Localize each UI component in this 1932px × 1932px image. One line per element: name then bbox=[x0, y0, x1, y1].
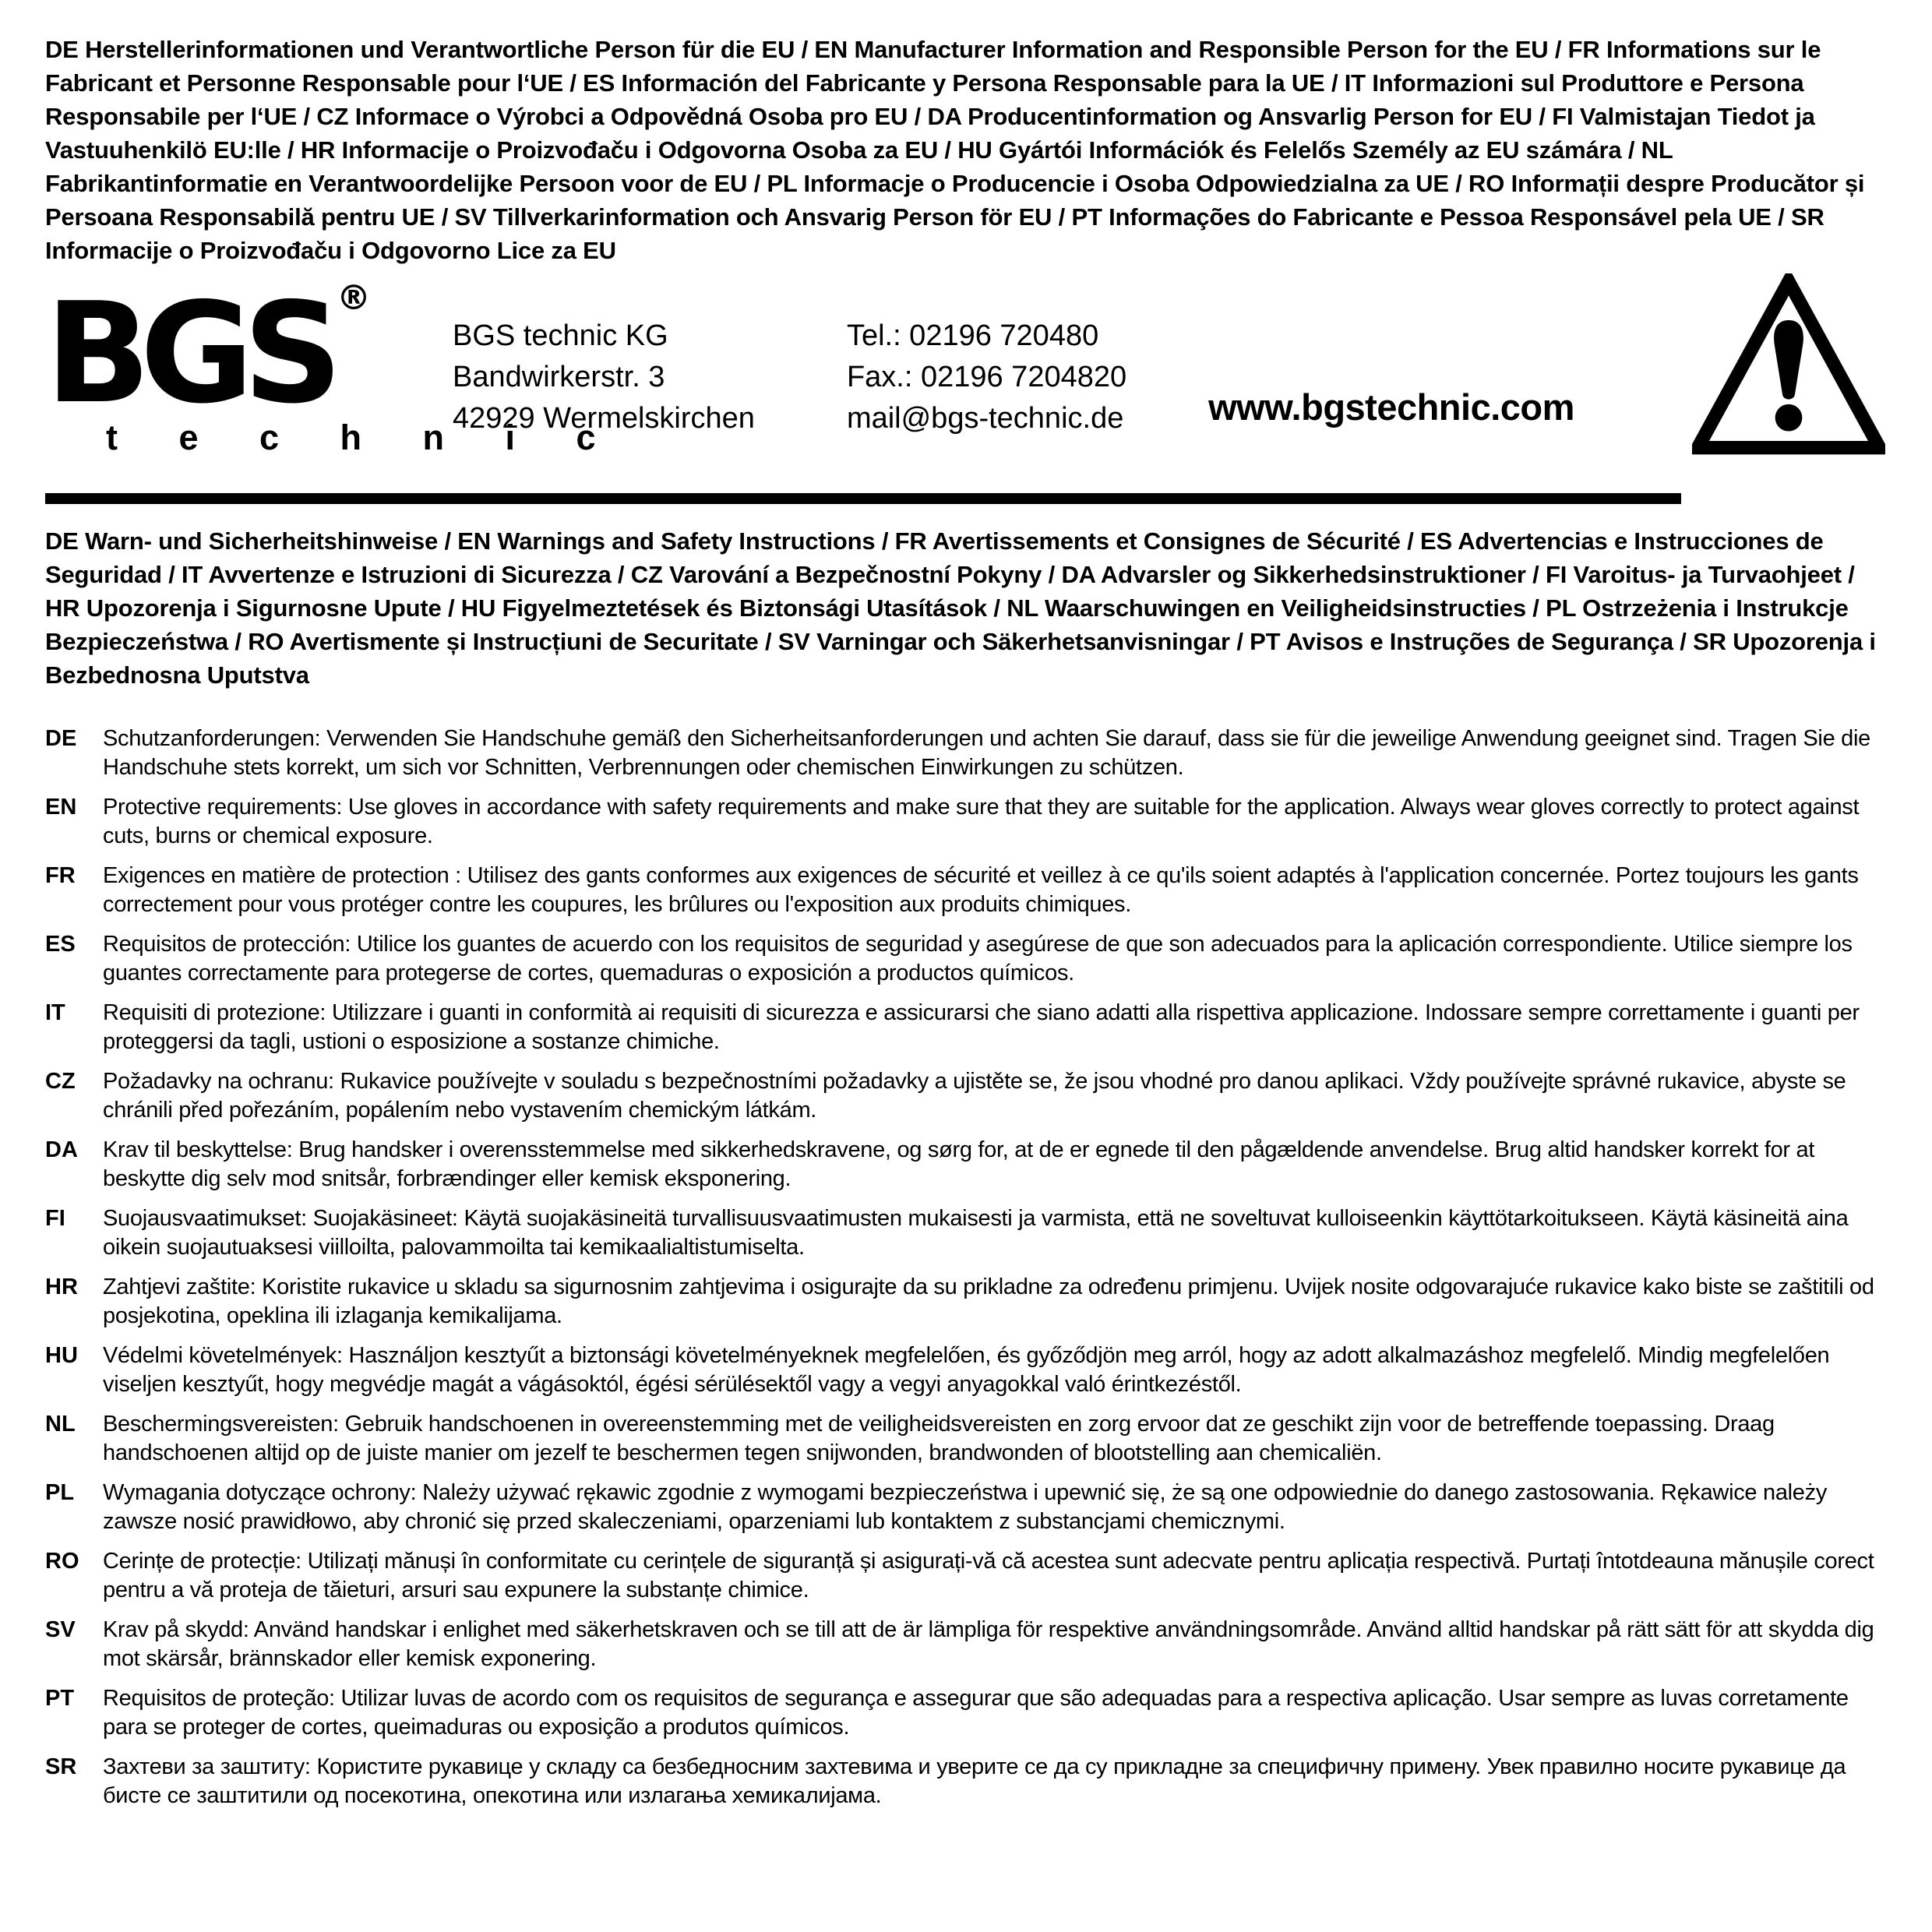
language-code: NL bbox=[45, 1412, 76, 1437]
language-code: PL bbox=[45, 1480, 75, 1505]
instruction-row bbox=[45, 724, 1887, 782]
instruction-text: Cerințe de protecție: Utilizați mănuși în conformitate cu cerințele de siguranță și asigurați-vă că acestea sunt adecvate pentru aplicația respectivă. Purtați întotdeauna mănușile corect pentru a vă proteja de tăieturi, arsuri sau expunere la substanțe chimice. bbox=[103, 1549, 1874, 1602]
language-code: DA bbox=[45, 1137, 78, 1162]
phone-number: Tel.: 02196 720480 bbox=[846, 319, 1099, 352]
instruction-row bbox=[45, 1204, 1887, 1262]
instruction-row bbox=[45, 1410, 1887, 1468]
company-contact bbox=[847, 316, 1126, 439]
instruction-text: Požadavky na ochranu: Rukavice používejte v souladu s bezpečnostními požadavky a ujistěte se, že jsou vhodné pro danou aplikaci. Vždy používejte správné rukavice, abyste se chránili před pořezáním, popálením nebo vystavením chemickým látkám. bbox=[103, 1069, 1846, 1123]
email-address: mail@bgs-technic.de bbox=[846, 402, 1124, 435]
language-code: CZ bbox=[45, 1069, 76, 1094]
instruction-text: Zahtjevi zaštite: Koristite rukavice u skladu sa sigurnosnim zahtjevima i osigurajte da su prikladne za određenu primjenu. Uvijek nosite odgovarajuće rukavice kako biste se zaštitili od posjekotina, opeklina ili izlaganja kemikalijama. bbox=[103, 1274, 1874, 1328]
instruction-row bbox=[45, 1479, 1887, 1536]
instruction-text: Krav til beskyttelse: Brug handsker i overensstemmelse med sikkerhedskravene, og sørg for, at de er egnede til den pågældende anvendelse. Brug altid handsker korrekt for at beskytte dig selv mod snitsår, forbrændinger eller kemisk eksponering. bbox=[103, 1137, 1815, 1191]
instruction-row bbox=[45, 1753, 1887, 1810]
instruction-text: Protective requirements: Use gloves in accordance with safety requirements and make sure that they are suitable for the application. Always wear gloves correctly to protect against cuts, burns or chemical exposure. bbox=[103, 795, 1860, 848]
company-band bbox=[45, 273, 1887, 476]
registered-trademark-icon: ® bbox=[336, 278, 371, 318]
instruction-row bbox=[45, 1341, 1887, 1399]
instruction-row bbox=[45, 1684, 1887, 1742]
language-code: IT bbox=[45, 1000, 65, 1025]
language-code: DE bbox=[45, 726, 77, 751]
instruction-text: Exigences en matière de protection : Utilisez des gants conformes aux exigences de sécurité et veillez à ce qu'ils soient adaptés à l'application concernée. Portez toujours les gants correctement pour vous protéger contre les coupures, les brûlures ou l'exposition aux produits chimiques. bbox=[103, 863, 1859, 917]
company-street: Bandwirkerstr. 3 bbox=[453, 361, 665, 393]
instruction-text: Requisiti di protezione: Utilizzare i guanti in conformità ai requisiti di sicurezza e assicurarsi che siano adatti alla rispettiva applicazione. Indossare sempre correttamente i guanti per proteggersi da tagli, ustioni o esposizione a sostanze chimiche. bbox=[103, 1000, 1860, 1054]
language-code: PT bbox=[45, 1686, 75, 1711]
divider-rule bbox=[45, 493, 1681, 504]
language-code: HU bbox=[45, 1343, 78, 1368]
instruction-text: Requisitos de proteção: Utilizar luvas de acordo com os requisitos de segurança e assegurar que são adequadas para a respectiva aplicação. Usar sempre as luvas corretamente para se proteger de cortes, queimaduras ou exposição a produtos químicos. bbox=[103, 1686, 1849, 1740]
fax-number: Fax.: 02196 7204820 bbox=[846, 361, 1127, 393]
instruction-text: Suojausvaatimukset: Suojakäsineet: Käytä suojakäsineitä turvallisuusvaatimusten mukaisesti ja varmista, että ne soveltuvat kulloiseenkin käyttötarkoitukseen. Käytä käsineitä aina oikein suojautuaksesi viilloilta, palovammoilta tai kemikaalialtistumiselta. bbox=[103, 1206, 1849, 1260]
language-code: EN bbox=[45, 795, 77, 820]
company-address bbox=[453, 316, 755, 439]
logo-wordmark bbox=[45, 273, 439, 434]
instruction-row bbox=[45, 1273, 1887, 1331]
warning-triangle-icon bbox=[1692, 273, 1885, 456]
company-city: 42929 Wermelskirchen bbox=[453, 402, 755, 435]
instruction-text: Krav på skydd: Använd handskar i enlighet med säkerhetskraven och se till att de är lämpliga för respektive användningsområde. Använd alltid handskar på rätt sätt för att skydda dig mot skärsår, brännskador eller kemisk exponering. bbox=[103, 1617, 1874, 1671]
instruction-text: Захтеви за заштиту: Користите рукавице у складу са безбедносним захтевима и уверите се да су прикладне за специфичну примену. Увек правилно носите рукавице да бисте се заштитили од посекотина, опекотина или излагања хемикалијама. bbox=[103, 1754, 1846, 1808]
language-code: SR bbox=[45, 1754, 77, 1779]
language-code: RO bbox=[45, 1549, 79, 1574]
instruction-row bbox=[45, 1547, 1887, 1605]
language-code: FI bbox=[45, 1206, 65, 1231]
language-code: FR bbox=[45, 863, 76, 888]
instruction-text: Beschermingsvereisten: Gebruik handschoenen in overeenstemming met de veiligheidsvereisten en zorg ervoor dat ze geschikt zijn voor de betreffende toepassing. Draag handschoenen altijd op de juiste manier om jezelf te beschermen tegen snijwonden, brandwonden of blootstelling aan chemicaliën. bbox=[103, 1412, 1775, 1465]
instruction-row bbox=[45, 1136, 1887, 1193]
language-code: HR bbox=[45, 1274, 78, 1299]
instruction-row bbox=[45, 1067, 1887, 1125]
instruction-text: Requisitos de protección: Utilice los guantes de acuerdo con los requisitos de seguridad y asegúrese de que son adecuados para la aplicación correspondiente. Utilice siempre los guantes correctamente para protegerse de cortes, quemaduras o exposición a productos químicos. bbox=[103, 932, 1853, 985]
instruction-text: Schutzanforderungen: Verwenden Sie Handschuhe gemäß den Sicherheitsanforderungen und achten Sie darauf, dass sie für die jeweilige Anwendung geeignet sind. Tragen Sie die Handschuhe stets korrekt, um sich vor Schnitten, Verbrennungen oder chemischen Einwirkungen zu schützen. bbox=[103, 726, 1870, 780]
instructions-list bbox=[45, 724, 1887, 1810]
instruction-row bbox=[45, 930, 1887, 988]
safety-header: DE Warn- und Sicherheitshinweise / EN Warnings and Safety Instructions / FR Avertissements et Consignes de Sécurité / ES Advertencias e Instrucciones de Seguridad / IT Avvertenze e Istruzioni di Sicurezza / CZ Varování a Bezpečnostní Pokyny / DA Advarsler og Sikkerhedsinstruktioner / FI Varoitus- ja Turvaohjeet / HR Upozorenja i Sigurnosne Upute / HU Figyelmeztetések és Biztonsági Utasítások / NL Waarschuwingen en Veiligheidsinstructies / PL Ostrzeżenia i Instrukcje Bezpieczeństwa / RO Avertismente și Instrucțiuni de Securitate / SV Varningar och Säkerhetsanvisningar / PT Avisos e Instruções de Segurança / SR Upozorenja i Bezbednosna Uputstva bbox=[45, 527, 1876, 689]
instruction-row bbox=[45, 1616, 1887, 1673]
instruction-row bbox=[45, 999, 1887, 1056]
instruction-text: Wymagania dotyczące ochrony: Należy używać rękawic zgodnie z wymogami bezpieczeństwa i upewnić się, że są one odpowiednie do danego zastosowania. Rękawice należy zawsze nosić prawidłowo, aby chronić się przed skaleczeniami, oparzeniami lub kontaktem z substancjami chemicznymi. bbox=[103, 1480, 1828, 1534]
instruction-row bbox=[45, 793, 1887, 851]
instruction-text: Védelmi követelmények: Használjon kesztyűt a biztonsági követelményeknek megfelelően, és győződjön meg arról, hogy az adott alkalmazáshoz megfelelő. Mindig megfelelően viseljen kesztyűt, hogy megvédje magát a vágásoktól, égési sérülésektől vagy a vegyi anyagokkal való érintkezéstől. bbox=[103, 1343, 1830, 1397]
website-url: www.bgstechnic.com bbox=[1208, 386, 1574, 428]
logo-subtext: t e c h n i c bbox=[106, 417, 622, 457]
company-name: BGS technic KG bbox=[453, 319, 668, 352]
logo-text: BGS bbox=[45, 273, 332, 434]
instruction-row bbox=[45, 862, 1887, 919]
manufacturer-header: DE Herstellerinformationen und Verantwortliche Person für die EU / EN Manufacturer Information and Responsible Person for the EU / FR Informations sur le Fabricant et Personne Responsable pour l‘UE / ES Información del Fabricante y Persona Responsable para la UE / IT Informazioni sul Produttore e Persona Responsabile per l‘UE / CZ Informace o Výrobci a Odpovědná Osoba pro EU / DA Producentinformation og Ansvarlig Person for EU / FI Valmistajan Tiedot ja Vastuuhenkilö EU:lle / HR Informacije o Proizvođaču i Odgovorna Osoba za EU / HU Gyártói Információk és Felelős Személy az EU számára / NL Fabrikantinformatie en Verantwoordelijke Persoon voor de EU / PL Informacje o Producencie i Osoba Odpowiedzialna za UE / RO Informații despre Producător și Persoana Responsabilă pentru UE / SV Tillverkarinformation och Ansvarig Person för EU / PT Informações do Fabricante e Pessoa Responsável pela UE / SR Informacije o Proizvođaču i Odgovorno Lice za EU bbox=[45, 36, 1865, 264]
language-code: SV bbox=[45, 1617, 76, 1642]
language-code: ES bbox=[45, 932, 76, 957]
